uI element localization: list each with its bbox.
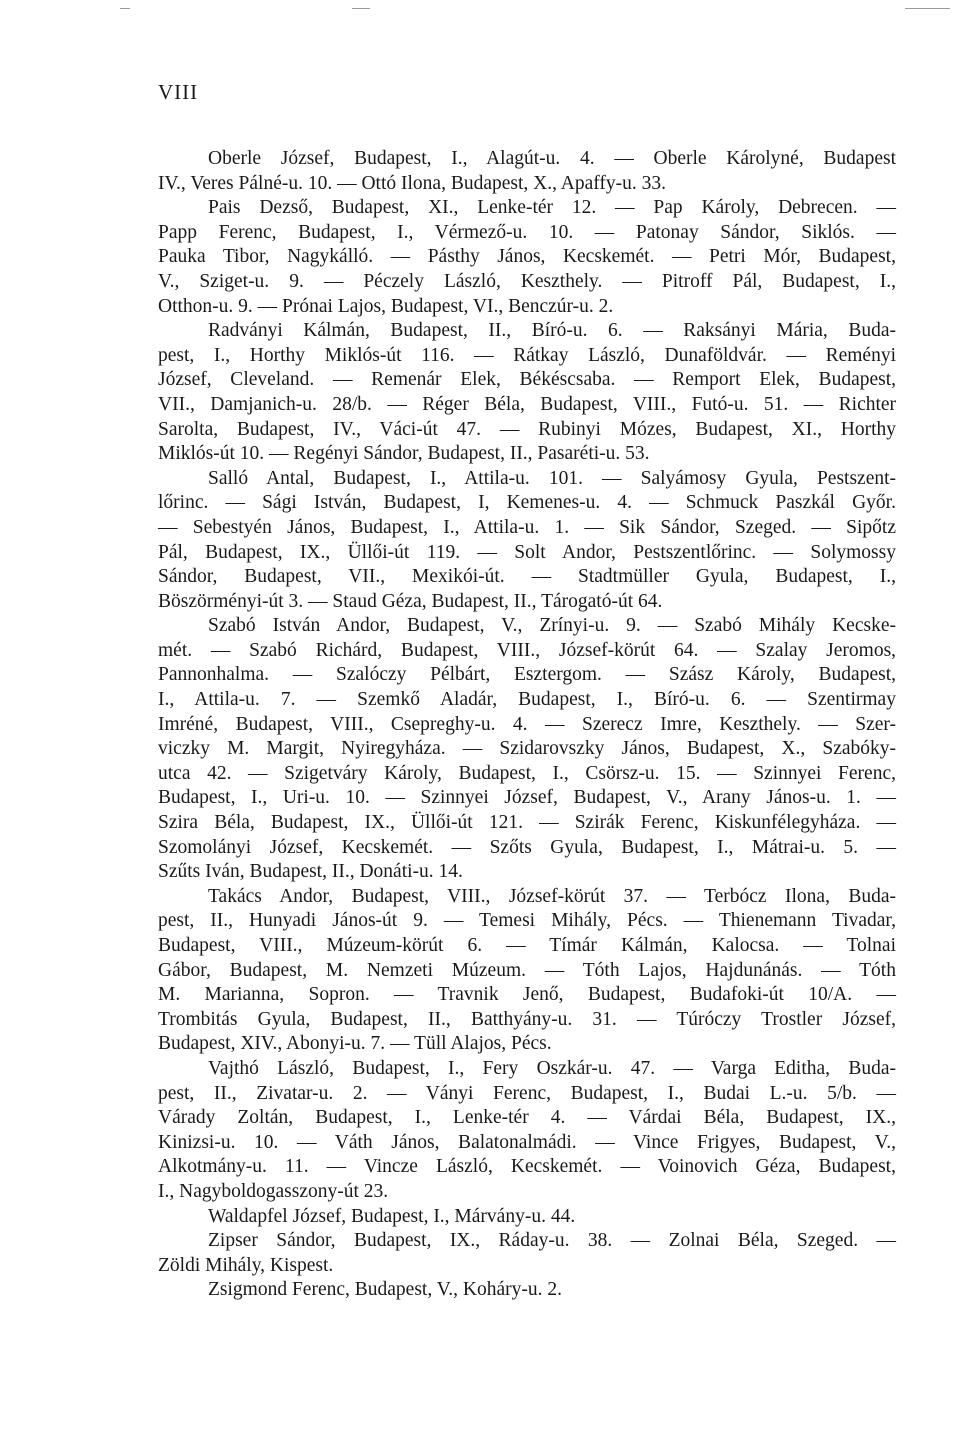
entry-paragraph bbox=[158, 1229, 896, 1278]
text-line: József, Cleveland. — Remenár Elek, Békéscsaba. — Remport Elek, Budapest, bbox=[158, 369, 897, 391]
scan-artifact bbox=[120, 8, 130, 9]
text-line: Pannonhalma. — Szalóczy Pélbárt, Esztergom. — Szász Károly, Budapest, bbox=[158, 664, 896, 686]
scan-artifact bbox=[352, 8, 370, 9]
entry-paragraph bbox=[158, 147, 896, 196]
text-line: Kinizsi-u. 10. — Váth János, Balatonalmádi. — Vince Frigyes, Budapest, V., bbox=[158, 1131, 896, 1153]
text-line: I., Attila-u. 7. — Szemkő Aladár, Budapest, I., Bíró-u. 6. — Szentirmay bbox=[158, 689, 896, 711]
index-text bbox=[158, 147, 896, 1303]
text-line: IV., Veres Pálné-u. 10. — Ottó Ilona, Budapest, X., Apaffy-u. 33. bbox=[158, 172, 667, 194]
text-line: Pauka Tibor, Nagykálló. — Pásthy János, Kecskemét. — Petri Mór, Budapest, bbox=[158, 246, 896, 268]
entry-paragraph bbox=[158, 196, 896, 319]
text-line: pest, I., Horthy Miklós-út 116. — Rátkay László, Dunaföldvár. — Reményi bbox=[158, 344, 896, 366]
text-line: pest, II., Hunyadi János-út 9. — Temesi Mihály, Pécs. — Thienemann Tivadar, bbox=[158, 910, 896, 932]
text-line: I., Nagyboldogasszony-út 23. bbox=[158, 1180, 389, 1202]
text-line: V., Sziget-u. 9. — Péczely László, Keszthely. — Pitroff Pál, Budapest, I., bbox=[158, 270, 896, 292]
text-line: Zsigmond Ferenc, Budapest, V., Koháry-u. 2. bbox=[208, 1279, 563, 1301]
scan-artifact bbox=[905, 8, 950, 9]
text-line: Imréné, Budapest, VIII., Csepreghy-u. 4. — Szerecz Imre, Keszthely. — Szer- bbox=[158, 713, 897, 735]
text-line: Szira Béla, Budapest, IX., Üllői-út 121. — Szirák Ferenc, Kiskunfélegyháza. — bbox=[158, 812, 896, 834]
page-number: VIII bbox=[158, 80, 199, 104]
text-line: Szomolányi József, Kecskemét. — Szőts Gyula, Budapest, I., Mátrai-u. 5. — bbox=[158, 836, 897, 858]
text-line: Budapest, VIII., Múzeum-körút 6. — Tímár Kálmán, Kalocsa. — Tolnai bbox=[158, 935, 896, 956]
text-line: utca 42. — Szigetváry Károly, Budapest, I., Csörsz-u. 15. — Szinnyei Ferenc, bbox=[158, 762, 896, 784]
text-line: Salló Antal, Budapest, I., Attila-u. 101. — Salyámosy Gyula, Pestszent- bbox=[208, 467, 897, 489]
text-line: Otthon-u. 9. — Prónai Lajos, Budapest, VI., Benczúr-u. 2. bbox=[158, 295, 614, 317]
text-line: Budapest, I., Uri-u. 10. — Szinnyei József, Budapest, V., Arany János-u. 1. — bbox=[158, 787, 896, 809]
text-line: — Sebestyén János, Budapest, I., Attila-u. 1. — Sik Sándor, Szeged. — Sipőtz bbox=[158, 516, 896, 538]
text-line: Alkotmány-u. 11. — Vincze László, Kecskemét. — Voinovich Géza, Budapest, bbox=[158, 1156, 896, 1178]
text-line: Radványi Kálmán, Budapest, II., Bíró-u. 6. — Raksányi Mária, Buda- bbox=[208, 320, 897, 342]
text-line: pest, II., Zivatar-u. 2. — Ványi Ferenc, Budapest, I., Budai L.-u. 5/b. — bbox=[158, 1082, 897, 1104]
text-line: Zipser Sándor, Budapest, IX., Ráday-u. 38. — Zolnai Béla, Szeged. — bbox=[208, 1230, 896, 1252]
text-line: Budapest, XIV., Abonyi-u. 7. — Tüll Alajos, Pécs. bbox=[158, 1033, 552, 1055]
text-line: Böszörményi-út 3. — Staud Géza, Budapest, II., Tárogató-út 64. bbox=[158, 590, 663, 612]
entry-paragraph bbox=[158, 885, 896, 1057]
text-line: mét. — Szabó Richárd, Budapest, VIII., József-körút 64. — Szalay Jeromos, bbox=[158, 639, 897, 661]
text-line: Takács Andor, Budapest, VIII., József-körút 37. — Terbócz Ilona, Buda- bbox=[208, 885, 897, 907]
text-line: VII., Damjanich-u. 28/b. — Réger Béla, Budapest, VIII., Futó-u. 51. — Richter bbox=[158, 393, 897, 415]
text-line: lőrinc. — Sági István, Budapest, I, Kemenes-u. 4. — Schmuck Paszkál Győr. bbox=[158, 492, 896, 514]
text-line: Oberle József, Budapest, I., Alagút-u. 4. — Oberle Károlyné, Budapest bbox=[208, 148, 896, 169]
text-line: Sarolta, Budapest, IV., Váci-út 47. — Rubinyi Mózes, Budapest, XI., Horthy bbox=[158, 418, 897, 440]
text-line: Várady Zoltán, Budapest, I., Lenke-tér 4. — Várdai Béla, Budapest, IX., bbox=[158, 1107, 896, 1129]
text-line: Zöldi Mihály, Kispest. bbox=[158, 1254, 334, 1276]
text-line: viczky M. Margit, Nyiregyháza. — Szidarovszky János, Budapest, X., Szabóky- bbox=[158, 738, 897, 760]
entry-paragraph bbox=[158, 319, 896, 467]
entry-paragraph bbox=[158, 1205, 896, 1230]
entry-paragraph bbox=[158, 1057, 896, 1205]
text-line: Pais Dezső, Budapest, XI., Lenke-tér 12. — Pap Károly, Debrecen. — bbox=[208, 197, 896, 219]
entry-paragraph bbox=[158, 1278, 896, 1303]
entry-paragraph bbox=[158, 467, 896, 615]
text-line: Szabó István Andor, Budapest, V., Zrínyi-u. 9. — Szabó Mihály Kecske- bbox=[208, 615, 896, 637]
text-line: Sándor, Budapest, VII., Mexikói-út. — Stadtmüller Gyula, Budapest, I., bbox=[158, 566, 896, 588]
text-line: Gábor, Budapest, M. Nemzeti Múzeum. — Tóth Lajos, Hajdunánás. — Tóth bbox=[158, 959, 896, 981]
text-line: Miklós-út 10. — Regényi Sándor, Budapest, II., Pasaréti-u. 53. bbox=[158, 443, 650, 465]
text-line: Papp Ferenc, Budapest, I., Vérmező-u. 10. — Patonay Sándor, Siklós. — bbox=[158, 221, 896, 243]
text-line: Trombitás Gyula, Budapest, II., Batthyány-u. 31. — Túróczy Trostler József, bbox=[158, 1008, 896, 1030]
text-line: Vajthó László, Budapest, I., Fery Oszkár-u. 47. — Varga Editha, Buda- bbox=[208, 1057, 896, 1079]
entry-paragraph bbox=[158, 614, 896, 885]
text-line: M. Marianna, Sopron. — Travnik Jenő, Budapest, Budafoki-út 10/A. — bbox=[158, 984, 896, 1006]
text-line: Pál, Budapest, IX., Üllői-út 119. — Solt Andor, Pestszentlőrinc. — Solymossy bbox=[158, 541, 896, 563]
text-line: Waldapfel József, Budapest, I., Márvány-u. 44. bbox=[208, 1205, 576, 1227]
text-line: Szűts Iván, Budapest, II., Donáti-u. 14. bbox=[158, 861, 463, 883]
